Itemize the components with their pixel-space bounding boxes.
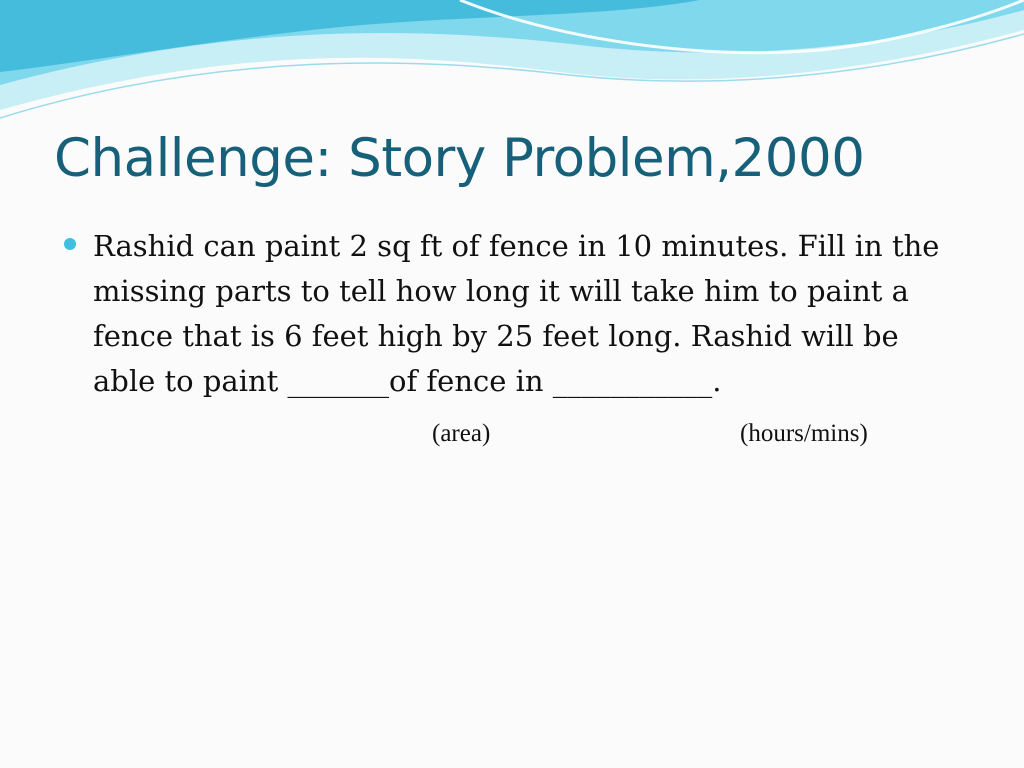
time-label: (hours/mins) (740, 420, 868, 447)
bullet-text: Rashid can paint 2 sq ft of fence in 10 minutes. Fill in the missing parts to tell how long it will take him to paint a fence that is 6 feet high by 25 feet long. Rashid will be able to paint _______of fence in ___________. (93, 229, 940, 398)
decorative-wave-banner (0, 0, 1024, 130)
slide-title: Challenge: Story Problem,2000 (54, 128, 865, 189)
bullet-marker-icon (64, 238, 76, 250)
area-label: (area) (432, 420, 491, 447)
